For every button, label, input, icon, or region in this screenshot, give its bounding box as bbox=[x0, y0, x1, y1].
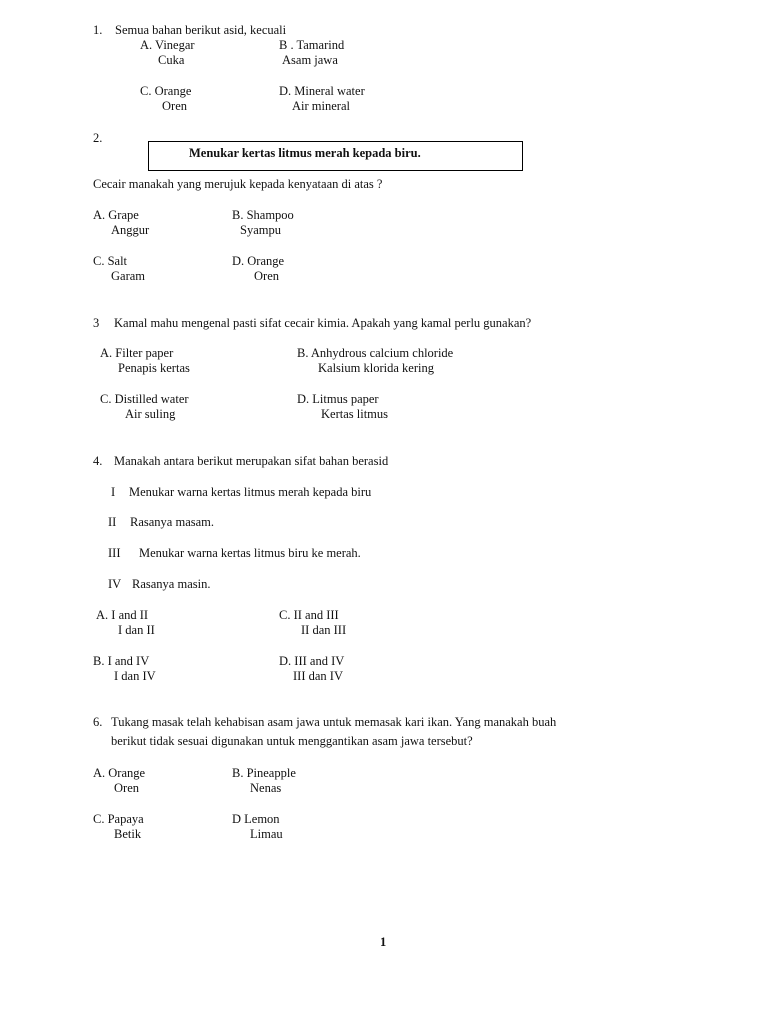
q3-option-a: A. Filter paper bbox=[100, 346, 174, 360]
q2-option-d-translation: Oren bbox=[254, 269, 279, 283]
question-3-text: Kamal mahu mengenal pasti sifat cecair kimia. Apakah yang kamal perlu gunakan? bbox=[114, 316, 532, 330]
q6-option-c-translation: Betik bbox=[114, 827, 142, 841]
q6-option-a: A. Orange bbox=[93, 766, 146, 780]
q6-option-c: C. Papaya bbox=[93, 812, 144, 826]
q1-option-d-translation: Air mineral bbox=[292, 99, 350, 113]
q1-option-c-translation: Oren bbox=[162, 99, 187, 113]
question-6-text-line2: berikut tidak sesuai digunakan untuk menggantikan asam jawa tersebut? bbox=[111, 734, 473, 748]
q6-option-d: D Lemon bbox=[232, 812, 280, 826]
statement-text: Rasanya masin. bbox=[132, 577, 211, 591]
q3-option-c: C. Distilled water bbox=[100, 392, 189, 406]
q3-option-b: B. Anhydrous calcium chloride bbox=[297, 346, 454, 360]
statement-roman: I bbox=[111, 485, 116, 499]
question-1-number: 1. bbox=[93, 23, 103, 37]
question-1-text: Semua bahan berikut asid, kecuali bbox=[115, 23, 287, 37]
q4-option-b-translation: I dan IV bbox=[114, 669, 156, 683]
q4-option-c-translation: II dan III bbox=[301, 623, 347, 637]
statement-roman: IV bbox=[108, 577, 122, 591]
q3-option-d-translation: Kertas litmus bbox=[321, 407, 389, 421]
q2-option-a: A. Grape bbox=[93, 208, 139, 222]
q2-option-d: D. Orange bbox=[232, 254, 285, 268]
q2-option-c: C. Salt bbox=[93, 254, 128, 268]
q6-option-b: B. Pineapple bbox=[232, 766, 296, 780]
q2-option-a-translation: Anggur bbox=[111, 223, 150, 237]
q2-option-b-translation: Syampu bbox=[240, 223, 281, 237]
q3-option-d: D. Litmus paper bbox=[297, 392, 379, 406]
q1-option-c: C. Orange bbox=[140, 84, 192, 98]
statement-text: Rasanya masam. bbox=[130, 515, 215, 529]
q1-option-d: D. Mineral water bbox=[279, 84, 365, 98]
q6-option-a-translation: Oren bbox=[114, 781, 139, 795]
q6-option-b-translation: Nenas bbox=[250, 781, 282, 795]
q4-option-a-translation: I dan II bbox=[118, 623, 155, 637]
statement-text: Menukar warna kertas litmus biru ke merah. bbox=[139, 546, 361, 560]
q3-option-a-translation: Penapis kertas bbox=[118, 361, 190, 375]
statement-roman: II bbox=[108, 515, 117, 529]
q4-option-d: D. III and IV bbox=[279, 654, 345, 668]
q1-option-b-translation: Asam jawa bbox=[282, 53, 338, 67]
q4-option-b: B. I and IV bbox=[93, 654, 150, 668]
q1-option-b: B . Tamarind bbox=[279, 38, 345, 52]
q2-option-c-translation: Garam bbox=[111, 269, 146, 283]
q3-option-b-translation: Kalsium klorida kering bbox=[318, 361, 434, 375]
q1-option-a: A. Vinegar bbox=[140, 38, 195, 52]
q6-option-d-translation: Limau bbox=[250, 827, 283, 841]
question-4-text: Manakah antara berikut merupakan sifat bahan berasid bbox=[114, 454, 389, 468]
question-2-text: Cecair manakah yang merujuk kepada kenyataan di atas ? bbox=[93, 177, 383, 191]
q3-option-c-translation: Air suling bbox=[125, 407, 176, 421]
statement-roman: III bbox=[108, 546, 121, 560]
question-2-number: 2. bbox=[93, 131, 103, 145]
q1-option-a-translation: Cuka bbox=[158, 53, 185, 67]
q4-option-c: C. II and III bbox=[279, 608, 339, 622]
statement-text: Menukar warna kertas litmus merah kepada biru bbox=[129, 485, 372, 499]
question-6-number: 6. bbox=[93, 715, 103, 729]
question-6-text-line1: Tukang masak telah kehabisan asam jawa untuk memasak kari ikan. Yang manakah buah bbox=[111, 715, 557, 729]
question-4-number: 4. bbox=[93, 454, 103, 468]
q2-option-b: B. Shampoo bbox=[232, 208, 294, 222]
statement-box-text: Menukar kertas litmus merah kepada biru. bbox=[189, 146, 421, 160]
q4-option-a: A. I and II bbox=[96, 608, 149, 622]
page-number: 1 bbox=[380, 935, 387, 949]
question-3-number: 3 bbox=[93, 316, 100, 330]
q4-option-d-translation: III dan IV bbox=[293, 669, 343, 683]
